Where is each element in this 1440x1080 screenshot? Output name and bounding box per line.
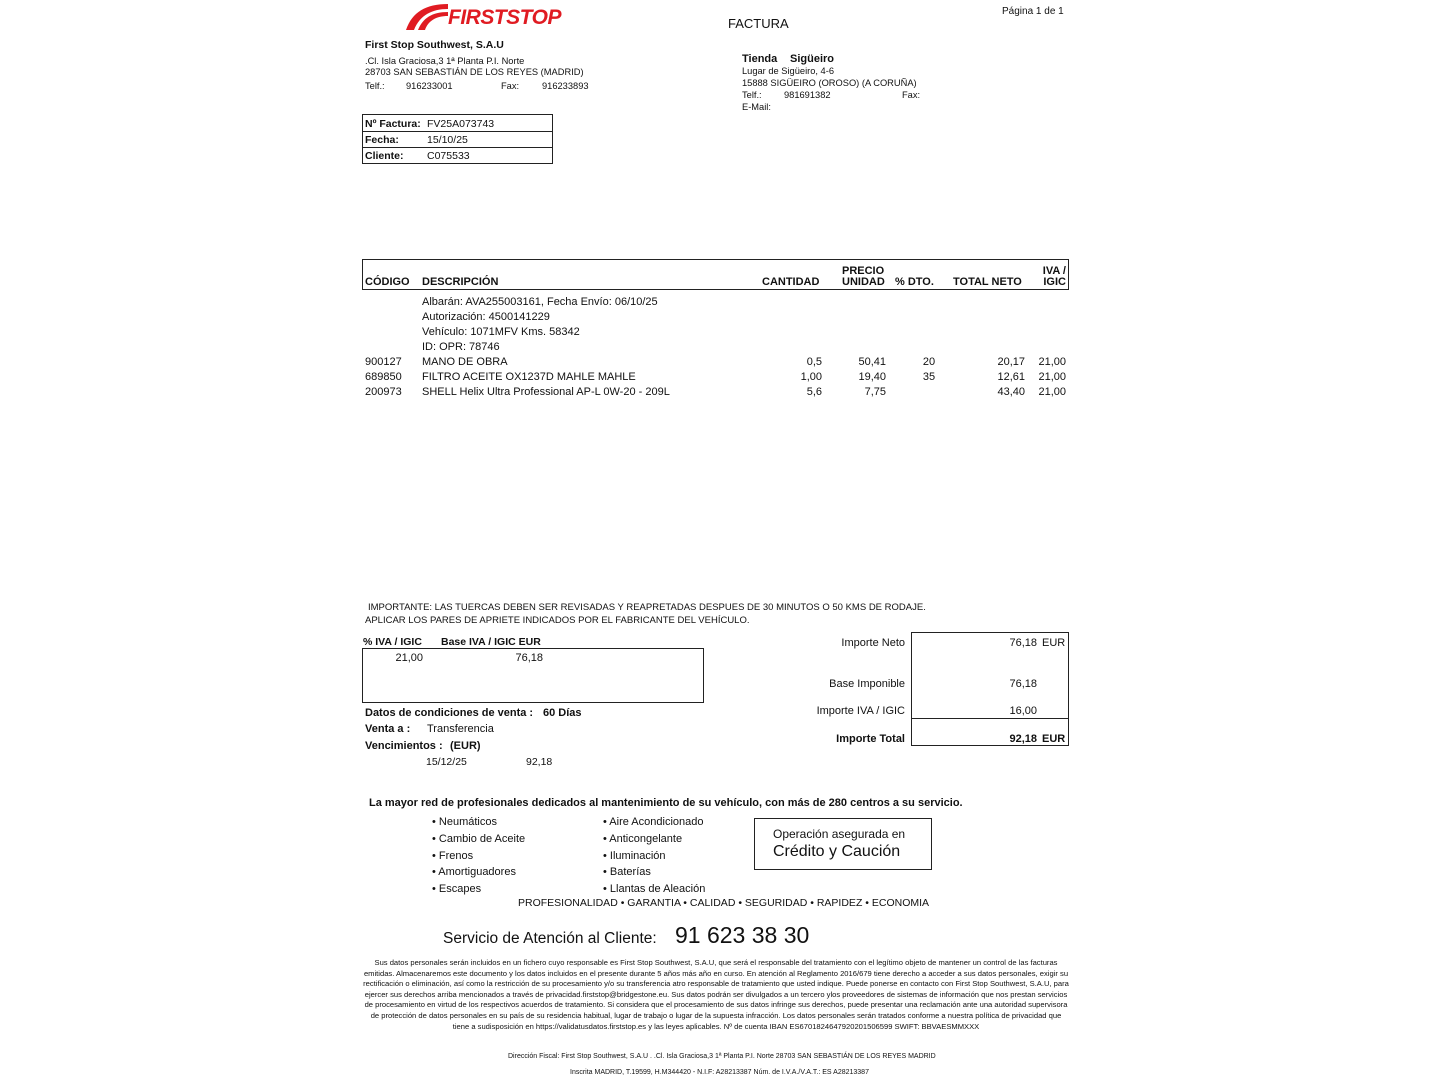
sale-conditions-label: Datos de condiciones de venta :	[365, 707, 534, 719]
logo-text: FIRSTSTOP	[448, 6, 561, 29]
table-row	[362, 386, 1069, 401]
taxable-base: 76,18	[1009, 678, 1037, 690]
insurance-line-1: Operación asegurada en	[773, 827, 906, 841]
store-email-label: E-Mail:	[742, 102, 771, 112]
company-phone: 916233001	[406, 81, 453, 91]
row-vat: 21,00	[1038, 356, 1066, 368]
row-description: SHELL Helix Ultra Professional AP-L 0W-20 - 209L	[422, 386, 670, 398]
net-amount: 76,18	[1009, 637, 1037, 649]
header-description: DESCRIPCIÓN	[422, 276, 499, 288]
due-amount: 92,18	[526, 756, 553, 768]
row-net-total: 20,17	[997, 356, 1025, 368]
fiscal-address: Dirección Fiscal: First Stop Southwest, S.A.U . .Cl. Isla Graciosa,3 1ª Planta P.I. Norte 28703 SAN SEBASTIÁN DE LOS REYES MADRID	[508, 1053, 936, 1060]
note-vehicle: Vehículo: 1071MFV Kms. 58342	[422, 326, 580, 338]
list-item: • Neumáticos	[432, 816, 497, 828]
company-fax: 916233893	[542, 81, 589, 91]
row-vat: 21,00	[1038, 386, 1066, 398]
net-amount-label: Importe Neto	[841, 637, 905, 649]
invoice-date: 15/10/25	[427, 134, 468, 146]
privacy-notice: Sus datos personales serán incluidos en un fichero cuyo responsable es First Stop Southwest, S.A.U, que será el responsable del tratamiento con el legítimo objeto de mantener un control de las facturas emitidas. Almacenaremos este documento y los datos incluidos en el presente durante 5 años más año en curso. En atención al Reglamento 2016/679 tiene derecho a acceder a sus datos personales, exigir su rectificación o eliminación, así como la restricción de su procesamiento y/o su transferencia atro responsable de tratamiento que usted indique. Puede ponerse en contacto con First Stop Southwest, S.A.U, para ejercer sus derechos arriba mencionados a través de privacidad.firststop@bridgestone.eu. Sus datos podrán ser divulgados a un tercero ylos proveedores de sistemas de información que nos prestan servicios de procesamiento en virtud de los respectivos acuerdos de tratamiento. Si considera que el procesamiento de sus datos infringe sus derechos, puede presentar una reclamación ante una autoridad supervisora de protección de datos personales en su país de su residencia habitual, lugar de trabajo o lugar de la supuesta infracción. Los datos personales serán tratados conforme a nuestra política de privacidad que tiene a sudisposición en https://validatusdatos.firststop.es y las leyes aplicables. Nº de cuenta IBAN ES6701824647920201506599 SWIFT: BBVAESMMXXX	[363, 958, 1069, 1031]
table-row	[362, 356, 1069, 371]
row-code: 689850	[365, 371, 402, 383]
header-vat-2: IGIC	[1043, 276, 1066, 288]
row-code: 200973	[365, 386, 402, 398]
list-item: • Aire Acondicionado	[603, 816, 704, 828]
header-unit-price-1: PRECIO	[842, 265, 885, 277]
tire-swoosh-icon	[404, 2, 450, 32]
row-unit-price: 50,41	[858, 356, 886, 368]
invoice-number: FV25A073743	[427, 118, 495, 130]
vat-base: 76,18	[515, 652, 543, 664]
total-amount: 92,18	[1009, 733, 1037, 745]
store-phone: 981691382	[784, 90, 831, 100]
company-name: First Stop Southwest, S.A.U	[365, 39, 504, 51]
row-discount: 20	[922, 356, 936, 368]
store-name-label: Tienda	[742, 53, 778, 65]
store-phone-label: Telf.:	[742, 90, 762, 100]
row-description: MANO DE OBRA	[422, 356, 508, 368]
invoice-number-label: Nº Factura:	[365, 118, 421, 130]
company-values: PROFESIONALIDAD • GARANTIA • CALIDAD • SEGURIDAD • RAPIDEZ • ECONOMIA	[518, 897, 930, 909]
store-fax-label: Fax:	[902, 90, 921, 100]
services-left-list	[432, 814, 525, 898]
list-item: • Llantas de Aleación	[603, 883, 706, 896]
notice-line-1: IMPORTANTE: LAS TUERCAS DEBEN SER REVISADAS Y REAPRETADAS DESPUES DE 30 MINUTOS O 50 KMS DE RODAJE.	[368, 602, 926, 613]
vat-amount-label: Importe IVA / IGIC	[816, 705, 905, 717]
note-authorization: Autorización: 4500141229	[422, 311, 550, 323]
row-quantity: 1,00	[800, 371, 822, 383]
customer-service-label: Servicio de Atención al Cliente:	[443, 930, 657, 947]
net-amount-currency: EUR	[1042, 637, 1066, 649]
store-address-1: Lugar de Sigüeiro, 4-6	[742, 66, 834, 76]
vat-rate: 21,00	[395, 652, 423, 664]
vat-header-rate: % IVA / IGIC	[363, 636, 422, 648]
invoice-client: C075533	[427, 150, 470, 162]
company-address-1: .Cl. Isla Graciosa,3 1ª Planta P.I. Norte	[365, 56, 525, 66]
header-code: CÓDIGO	[365, 276, 410, 288]
company-fax-label: Fax:	[501, 81, 520, 91]
sale-conditions-value: 60 Días	[543, 707, 582, 719]
row-net-total: 43,40	[997, 386, 1025, 398]
notice-line-2: APLICAR LOS PARES DE APRIETE INDICADOS POR EL FABRICANTE DEL VEHÍCULO.	[365, 615, 750, 626]
list-item: • Amortiguadores	[432, 866, 516, 879]
payment-method-value: Transferencia	[427, 723, 494, 735]
store-address-2: 15888 SIGÜEIRO (OROSO) (A CORUÑA)	[742, 78, 917, 88]
header-net-total: TOTAL NETO	[953, 276, 1022, 288]
promo-headline: La mayor red de profesionales dedicados al mantenimiento de su vehículo, con más de 280 centros a su servicio.	[369, 797, 963, 809]
services-right-list	[603, 814, 705, 898]
note-delivery: Albarán: AVA255003161, Fecha Envío: 06/10/25	[422, 296, 658, 308]
due-dates-label: Vencimientos :	[365, 740, 443, 752]
company-phone-label: Telf.:	[365, 81, 385, 91]
row-vat: 21,00	[1038, 371, 1066, 383]
due-dates-currency: (EUR)	[450, 740, 481, 752]
document-title: FACTURA	[728, 16, 789, 31]
header-discount: % DTO.	[895, 276, 934, 288]
payment-method-label: Venta a :	[365, 723, 411, 735]
total-amount-currency: EUR	[1042, 733, 1066, 745]
invoice-date-label: Fecha:	[365, 134, 399, 146]
taxable-base-label: Base Imponible	[829, 678, 905, 690]
customer-service-phone: 91 623 38 30	[675, 922, 810, 948]
note-id: ID: OPR: 78746	[422, 341, 500, 353]
row-description: FILTRO ACEITE OX1237D MAHLE MAHLE	[422, 371, 636, 383]
list-item: • Baterías	[603, 866, 651, 879]
row-quantity: 0,5	[806, 356, 822, 368]
header-quantity: CANTIDAD	[762, 276, 820, 288]
company-address-2: 28703 SAN SEBASTIÁN DE LOS REYES (MADRID)	[365, 67, 584, 77]
insurance-line-2: Crédito y Caución	[773, 843, 901, 860]
list-item: • Iluminación	[603, 849, 666, 862]
table-row	[362, 371, 1069, 386]
registry-info: Inscrita MADRID, T.19599, H.M344420 - N.I.F: A28213387 Núm. de I.V.A./V.A.T.: ES A28213387	[570, 1069, 869, 1076]
row-net-total: 12,61	[997, 371, 1025, 383]
store-name: Sigüeiro	[790, 53, 835, 65]
invoice-client-label: Cliente:	[365, 150, 404, 162]
logo	[404, 2, 564, 32]
total-amount-label: Importe Total	[836, 733, 905, 745]
row-code: 900127	[365, 356, 402, 368]
vat-amount: 16,00	[1009, 705, 1037, 717]
header-unit-price-2: UNIDAD	[842, 276, 885, 288]
header-vat-1: IVA /	[1042, 265, 1066, 277]
row-unit-price: 19,40	[858, 371, 886, 383]
list-item: • Anticongelante	[603, 832, 683, 845]
row-quantity: 5,6	[806, 386, 822, 398]
row-unit-price: 7,75	[864, 386, 886, 398]
page-indicator: Página 1 de 1	[1002, 6, 1064, 17]
due-date: 15/12/25	[426, 756, 467, 768]
row-discount: 35	[922, 371, 936, 383]
list-item: • Escapes	[432, 883, 482, 896]
list-item: • Cambio de Aceite	[432, 832, 526, 845]
vat-header-base: Base IVA / IGIC EUR	[441, 636, 541, 648]
list-item: • Frenos	[432, 849, 474, 862]
